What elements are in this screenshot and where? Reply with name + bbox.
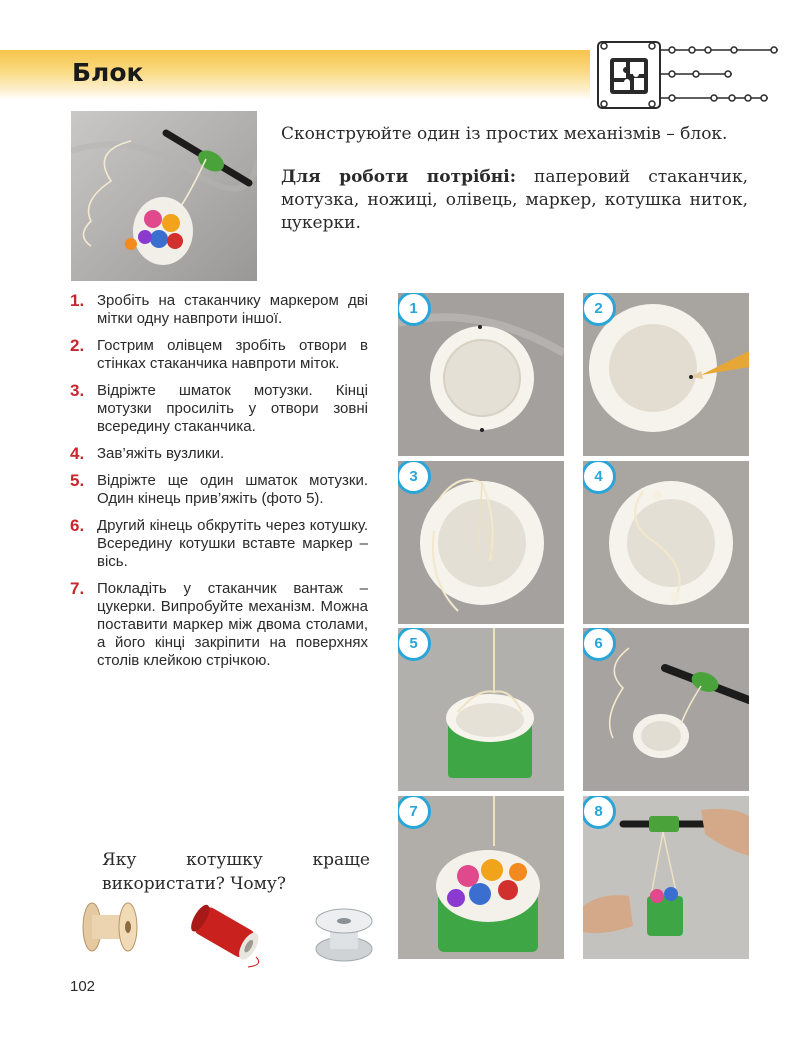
red-thread-spool-image: [178, 897, 270, 971]
step-text: Зав’яжіть вузлики.: [97, 445, 225, 462]
step-photo-7: [398, 796, 564, 959]
step-number: 2.: [70, 336, 85, 355]
list-item: [70, 292, 368, 328]
assembled-pulley-photo: [71, 111, 257, 281]
list-item: [70, 337, 368, 373]
page-title: Блок: [72, 58, 144, 87]
list-item: [70, 580, 368, 670]
photo-number-badge: 7: [398, 796, 431, 829]
materials-label: Для роботи потрібні:: [281, 167, 516, 187]
materials-paragraph: [281, 166, 748, 235]
step-photo-3: [398, 461, 564, 624]
wooden-spool-image: [72, 897, 150, 969]
steps-list: [70, 292, 368, 679]
step-photo-2: [583, 293, 749, 456]
intro-text: [281, 123, 748, 235]
list-item: [70, 382, 368, 436]
step-text: Покладіть у стаканчик вантаж – цукерки. Випробуйте механізм. Можна поставити маркер між двома столами, а його кінці закріпити на поверхнях столів клейкою стрічкою.: [97, 580, 368, 669]
step-photo-8: [583, 796, 749, 959]
step-number: 4.: [70, 444, 85, 463]
step-text: Другий кінець обкрутіть через котушку. Всередину котушки вставте маркер – вісь.: [97, 517, 368, 570]
page-number: 102: [70, 978, 96, 995]
photo-number-badge: 6: [583, 628, 616, 661]
photo-number-badge: 2: [583, 293, 616, 326]
step-photo-6: [583, 628, 749, 791]
step-text: Відріжте ще один шматок мотузки. Один кінець прив’яжіть (фото 5).: [97, 472, 368, 507]
list-item: [70, 472, 368, 508]
list-item: [70, 445, 368, 463]
step-number: 6.: [70, 516, 85, 535]
step-photo-4: [583, 461, 749, 624]
question-text: Яку котушку краще використати? Чому?: [102, 850, 370, 894]
step-text: Гострим олівцем зробіть отвори в стінках стаканчика навпроти міток.: [97, 337, 368, 372]
materials-list: паперовий стаканчик, мотузка, ножиці, олівець, маркер, котушка ниток, цукерки.: [281, 167, 748, 233]
step-text: Зробіть на стаканчику маркером дві мітки одну навпроти іншої.: [97, 292, 368, 327]
step-number: 3.: [70, 381, 85, 400]
photo-number-badge: 1: [398, 293, 431, 326]
intro-paragraph: Сконструюйте один із простих механізмів – блок.: [281, 124, 728, 144]
photo-number-badge: 4: [583, 461, 616, 494]
puzzle-icon: [592, 38, 782, 114]
step-photo-1: [398, 293, 564, 456]
step-number: 7.: [70, 579, 85, 598]
photo-number-badge: 5: [398, 628, 431, 661]
plastic-spool-image: [310, 897, 378, 969]
list-item: [70, 517, 368, 571]
step-text: Відріжте шматок мотузки. Кінці мотузки просиліть у отвори зовні всередину стаканчика.: [97, 382, 368, 435]
step-photo-5: [398, 628, 564, 791]
step-number: 5.: [70, 471, 85, 490]
photo-number-badge: 8: [583, 796, 616, 829]
photo-number-badge: 3: [398, 461, 431, 494]
step-number: 1.: [70, 291, 85, 310]
